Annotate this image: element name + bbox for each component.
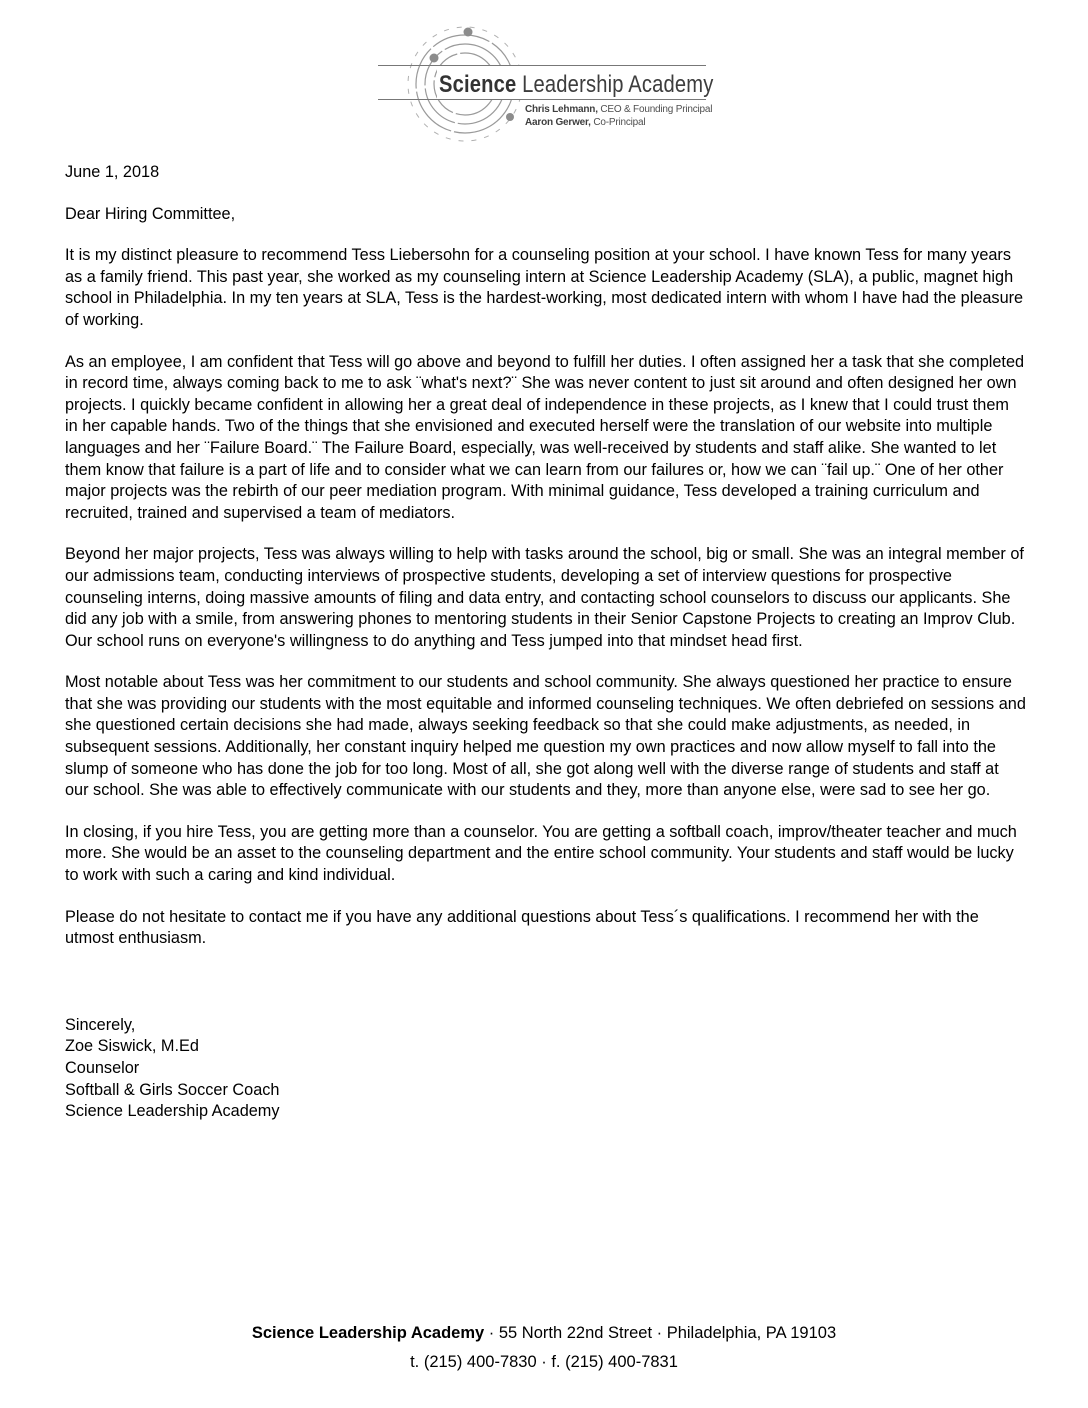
wordmark-leadership-academy: Leadership Academy — [516, 71, 714, 98]
paragraph-3: Beyond her major projects, Tess was always willing to help with tasks around the school, big or small. She was an integral member of our admissions team, conducting interviews of prospective students, developing a set of interview questions for prospective counseling interns, doing massive amounts of filing and data entry, and contacting school counselors to discuss our applicants. She did any job with a smile, from answering phones to mentoring students in their Senior Capstone Projects to creating an Improv Club. Our school runs on everyone's willingness to do anything and Tess jumped into that mindset head first. — [65, 545, 1024, 650]
footer-address: · 55 North 22nd Street · Philadelphia, PA 19103 — [484, 1324, 837, 1342]
salutation: Dear Hiring Committee, — [65, 204, 236, 223]
letter-content — [65, 162, 1026, 1123]
closing: Sincerely, — [65, 1015, 136, 1034]
signature-title-1: Counselor — [65, 1059, 140, 1077]
footer-address-line — [0, 1322, 1088, 1344]
signature-title-2: Softball & Girls Soccer Coach — [65, 1080, 280, 1099]
signature-name: Zoe Siswick, M.Ed — [65, 1037, 199, 1056]
letter-date: June 1, 2018 — [65, 163, 160, 181]
school-logo — [378, 10, 714, 145]
paragraph-1: It is my distinct pleasure to recommend Tess Liebersohn for a counseling position at your school. I have known Tess for many years as a family friend. This past year, she worked as my counseling intern at Science Leadership Academy (SLA), a public, magnet high school in Philadelphia. In my ten years at SLA, Tess is the hardest-working, most dedicated intern with whom I have had the pleasure of working. — [65, 246, 1024, 329]
footer-phone-line: t. (215) 400-7830 · f. (215) 400-7831 — [410, 1353, 678, 1371]
paragraph-5: In closing, if you hire Tess, you are getting more than a counselor. You are getting a softball coach, improv/theater teacher and much more. She would be an asset to the counseling department and the entire school community. Your students and staff would be lucky to work with such a caring and kind individual. — [65, 822, 1017, 885]
school-name-wordmark — [439, 70, 713, 100]
footer-org-name: Science Leadership Academy — [251, 1324, 485, 1342]
principal-line-1: Chris Lehmann, CEO & Founding Principal — [525, 104, 713, 115]
paragraph-2: As an employee, I am confident that Tess will go above and beyond to fulfill her duties. I often assigned her a task that she completed in record time, always coming back to me to ask ¨what's next?¨ She was never content to just sit around and often designed her own projects. I quickly became confident in allowing her a great deal of independence in these projects, as I knew that I could trust them in her capable hands. Two of the things that she envisioned and executed herself were the translation of our website into multiple languages and her ¨Failure Board.¨ The Failure Board, especially, was well-received by students and staff alike. She wanted to let them know that failure is a part of life and to consider what we can learn from our failures or, how we can ¨fail up.¨ One of her other major projects was the rebirth of our peer mediation program. With minimal guidance, Tess developed a training curriculum and recruited, trained and supervised a team of mediators. — [65, 352, 1025, 522]
signature-org: Science Leadership Academy — [65, 1102, 280, 1121]
paragraph-4: Most notable about Tess was her commitment to our students and school community. She always questioned her practice to ensure that she was providing our students with the most equitable and informed counseling techniques. We often debriefed on sessions and she questioned certain decisions she had made, always seeking feedback so that she could make adjustments, as needed, in subsequent sessions. Additionally, her constant inquiry helped me question my own practices and now allow myself to fall into the slump of someone who has done the job for too long. Most of all, she got along well with the diverse range of students and staff at our school. She was able to effectively communicate with our students and they, more than anyone else, were sad to see her go. — [65, 673, 1026, 800]
paragraph-6: Please do not hesitate to contact me if you have any additional questions about Tess´s qualifications. I recommend her with the utmost enthusiasm. — [65, 907, 979, 948]
wordmark-science: Science — [439, 71, 517, 98]
signature-block — [65, 1015, 1026, 1123]
letter-footer — [0, 1322, 1088, 1373]
principal-line-2: Aaron Gerwer, Co-Principal — [525, 117, 646, 128]
principal-names — [525, 103, 712, 129]
